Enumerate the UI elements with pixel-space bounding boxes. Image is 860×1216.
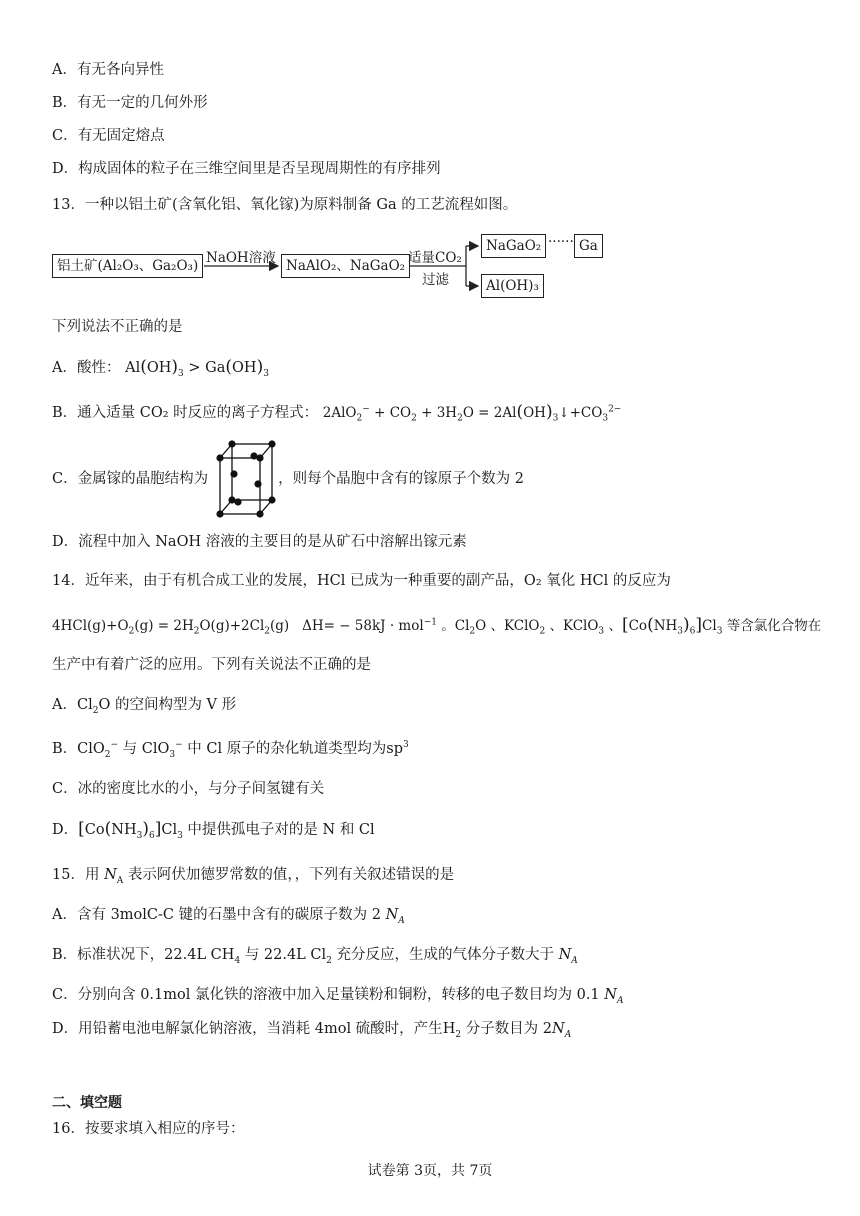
flow-bottom-box: Al(OH)₃ (481, 274, 544, 298)
q14-equation-line (52, 614, 821, 637)
flow-dots: ······ (548, 234, 574, 250)
flow-mid-box: NaAlO₂、NaGaO₂ (281, 254, 410, 278)
q12-option-a: A．有无各向异性 (52, 62, 164, 78)
flow-end-box: Ga (574, 234, 603, 258)
q13-option-a-prefix: A．酸性： (52, 360, 121, 376)
q15-option-b-prefix: B．标准状况下，22.4L (52, 947, 207, 963)
q14-option-b-mid: 中 Cl 原子的杂化轨道类型均为 (187, 741, 387, 757)
q14-option-a (52, 694, 236, 716)
q13-stem: 13．一种以铝土矿(含氧化铝、氧化镓)为原料制备 Ga 的工艺流程如图。 (52, 197, 518, 213)
q14-option-d-formula: $[Co(NH_3)_6]Cl_3$ (78, 819, 183, 841)
q14-option-b-prefix: B． (52, 741, 78, 757)
q14-option-a-formula: $Cl_2O$ (76, 697, 115, 716)
q13-option-c-suffix: ，则每个晶胞中含有的镓原子个数为 2 (278, 471, 524, 487)
q12-option-d: D．构成固体的粒子在三维空间里是否呈现周期性的有序排列 (52, 161, 441, 177)
q14-option-b-hybrid: $sp^3$ (386, 740, 409, 757)
q15-stem-suffix: 表示阿伏加德罗常数的值，，下列有关叙述错误的是 (127, 867, 455, 883)
q15-option-c-text: C．分别向含 0.1mol 氯化铁的溶液中加入足量镁粉和铜粉，转移的电子数目均为 0.1 (52, 987, 600, 1003)
q13-lead: 下列说法不正确的是 (52, 319, 183, 335)
q15-option-c: C．分别向含 0.1mol 氯化铁的溶液中加入足量镁粉和铜粉，转移的电子数目均为 0.1 $N_A$ (52, 987, 624, 1006)
q15-option-d-mid: 分子数目为 2 (465, 1021, 553, 1037)
flow-arrow2-label-bottom: 过滤 (422, 272, 449, 288)
q14-option-a-prefix: A． (52, 697, 77, 713)
page-footer: 试卷第 3页，共 7页 (367, 1163, 493, 1179)
q12-option-b: B．有无一定的几何外形 (52, 95, 208, 111)
q14-option-d (52, 818, 375, 841)
q15-option-a-text: A．含有 3molC-C 键的石墨中含有的碳原子数为 2 (52, 907, 381, 923)
q14-option-d-prefix: D． (52, 822, 79, 838)
q13-option-c-prefix: C．金属镓的晶胞结构为 (52, 471, 209, 487)
q12-option-c: C．有无固定熔点 (52, 128, 165, 144)
section-title: 二、填空题 (52, 1095, 122, 1111)
flow-start-box: 铝土矿(Al₂O₃、Ga₂O₃) (52, 254, 203, 278)
q14-option-a-suffix: 的空间构型为 V 形 (114, 697, 237, 713)
q14-stem: 14．近年来，由于有机合成工业的发展，HCl 已成为一种重要的副产品，O₂ 氧化 HCl 的反应为 (52, 573, 671, 589)
q15-stem: 15．用 $N_A$ 表示阿伏加德罗常数的值，，下列有关叙述错误的是 (52, 867, 455, 886)
q14-option-b (52, 738, 409, 760)
q13-option-a-formula: $Al(OH)_3 > Ga(OH)_3$ (125, 357, 269, 379)
q14-option-b-formula: ClO$_2$− 与 ClO$_3$− (77, 740, 183, 760)
flow-top-box: NaGaO₂ (481, 234, 546, 258)
q15-option-a: A．含有 3molC-C 键的石墨中含有的碳原子数为 2 $N_A$ (52, 907, 405, 926)
q15-option-b: B．标准状况下，22.4L $CH_4$ 与 22.4L $Cl_2$ 充分反应，生成的气体分子数大于 $N_A$ (52, 947, 578, 966)
q13-option-b-prefix: B．通入适量 CO₂ 时反应的离子方程式： (52, 405, 319, 421)
flow-arrow1-label: NaOH溶液 (206, 250, 276, 266)
q13-option-b-equation: $2AlO_2^- + CO_2 + 3H_2O$ = $2Al(OH)_3↓+CO_3^{2-}$ (322, 402, 622, 424)
q16-stem: 16．按要求填入相应的序号： (52, 1121, 245, 1137)
q14-line3: 生产中有着广泛的应用。下列有关说法不正确的是 (52, 657, 371, 673)
q15-option-b-mid2: 充分反应，生成的气体分子数大于 (336, 947, 554, 963)
q15-option-b-mid1: 与 22.4L (244, 947, 306, 963)
q14-option-d-suffix: 中提供孤电子对的是 N 和 Cl (187, 822, 375, 838)
q15-stem-prefix: 15．用 (52, 867, 100, 883)
q15-option-d-prefix: D．用铅蓄电池电解氯化钠溶液，当消耗 4mol 硫酸时，产生 (52, 1021, 443, 1037)
q15-option-d: D．用铅蓄电池电解氯化钠溶液，当消耗 4mol 硫酸时，产生$H_2$ 分子数目为 $2N_A$ (52, 1021, 572, 1040)
q14-option-c: C．冰的密度比水的小，与分子间氢键有关 (52, 781, 325, 797)
q14-equation: $4HCl(g)+O_2(g) = 2H_2O(g)+2Cl_2(g) \Delta H= - 58kJ \cdot mol^{-1}$ 。$Cl_2O$ 、KClO$_2$ 、KClO$_3$ 、$[Co(NH_3)_6]Cl_3$ 等含氯化合物在 (52, 615, 822, 637)
q13-option-d: D．流程中加入 NaOH 溶液的主要目的是从矿石中溶解出镓元素 (52, 534, 467, 550)
flow-arrow2-label-top: 适量CO₂ (408, 250, 462, 266)
